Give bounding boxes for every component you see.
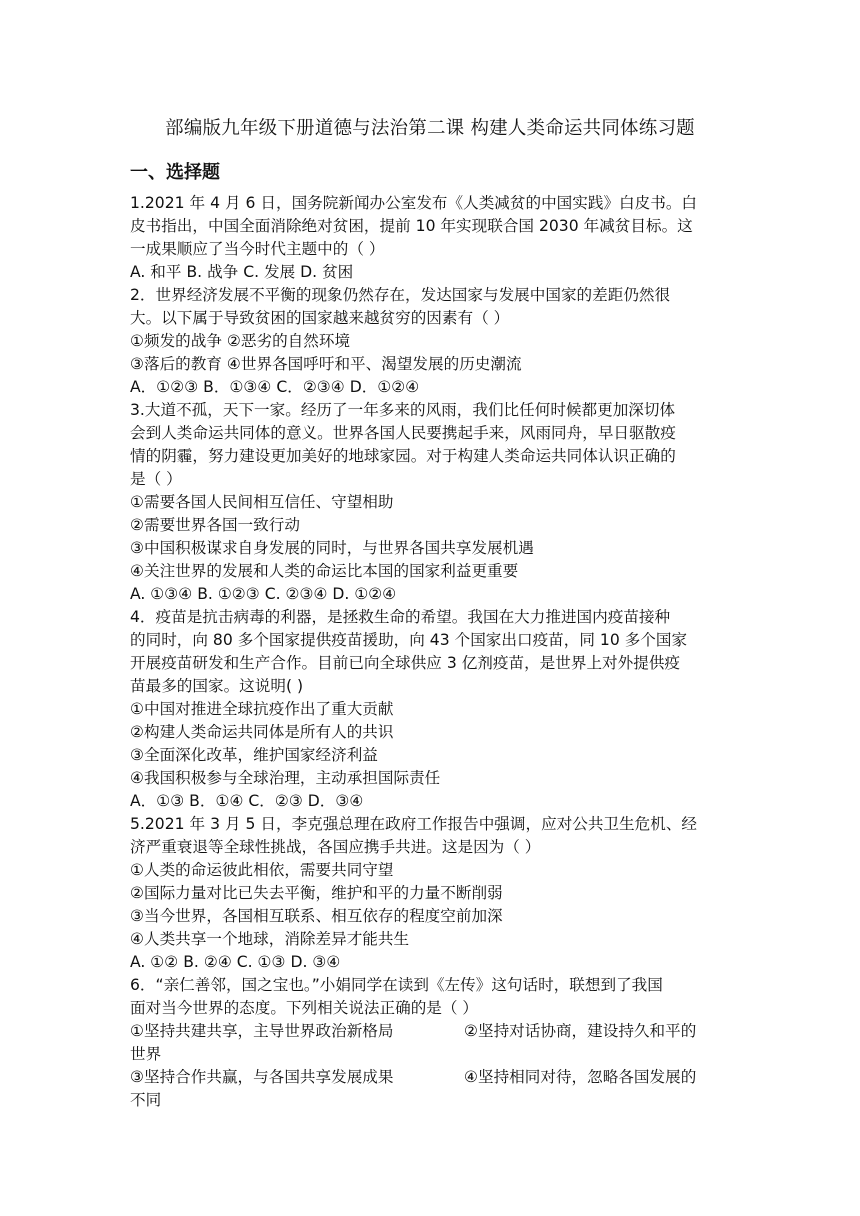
question-item: ④坚持相同对待，忽略各国发展的: [464, 1068, 697, 1086]
answer-options: A. ①② B. ②④ C. ①③ D. ③④: [130, 953, 341, 971]
question-stem-line: 开展疫苗研发和生产合作。目前已向全球供应 3 亿剂疫苗，是世界上对外提供疫: [130, 654, 681, 672]
question-stem-line: 的同时，向 80 多个国家提供疫苗援助，向 43 个国家出口疫苗，同 10 多个国家: [130, 631, 688, 649]
question-item: ②国际力量对比已失去平衡，维护和平的力量不断削弱: [130, 884, 503, 902]
question-3: [130, 399, 733, 606]
question-4: [130, 606, 733, 813]
question-6: [130, 974, 733, 1112]
answer-options: A．①③ B．①④ C．②③ D．③④: [130, 792, 364, 810]
question-item: ②坚持对话协商，建设持久和平的: [464, 1022, 697, 1040]
question-stem-line: 2．世界经济发展不平衡的现象仍然存在，发达国家与发展中国家的差距仍然很: [130, 286, 671, 304]
document-title: 部编版九年级下册道德与法治第二课 构建人类命运共同体练习题: [165, 118, 695, 139]
question-item-continuation: 不同: [130, 1091, 162, 1109]
question-stem-line: 会到人类命运共同体的意义。世界各国人民要携起手来，风雨同舟，早日驱散疫: [130, 424, 676, 442]
question-5: [130, 813, 733, 974]
question-item: ④人类共享一个地球，消除差异才能共生: [130, 930, 410, 948]
question-item: ①中国对推进全球抗疫作出了重大贡献: [130, 700, 394, 718]
question-stem-line: 济严重衰退等全球性挑战，各国应携手共进。这是因为（ ）: [130, 838, 541, 856]
question-item: ③当今世界，各国相互联系、相互依存的程度空前加深: [130, 907, 503, 925]
question-stem-line: 1.2021 年 4 月 6 日，国务院新闻办公室发布《人类减贫的中国实践》白皮书。白: [130, 194, 698, 212]
question-item: ④我国积极参与全球治理，主动承担国际责任: [130, 769, 441, 787]
question-item-continuation: 世界: [130, 1045, 162, 1063]
question-item: ③中国积极谋求自身发展的同时，与世界各国共享发展机遇: [130, 539, 534, 557]
question-2: [130, 284, 733, 399]
question-item: ①需要各国人民间相互信任、守望相助: [130, 493, 394, 511]
question-stem-line: 5.2021 年 3 月 5 日，李克强总理在政府工作报告中强调，应对公共卫生危机、经: [130, 815, 698, 833]
question-item-pair: [130, 1066, 733, 1089]
question-list: [130, 192, 733, 1112]
question-item-pair: [130, 1020, 733, 1043]
question-1: [130, 192, 733, 284]
question-item: ③全面深化改革，维护国家经济利益: [130, 746, 378, 764]
question-item: ②构建人类命运共同体是所有人的共识: [130, 723, 394, 741]
answer-options: A．①②③ B．①③④ C．②③④ D．①②④: [130, 378, 420, 396]
question-item: ②需要世界各国一致行动: [130, 516, 300, 534]
question-stem-line: 面对当今世界的态度。下列相关说法正确的是（ ）: [130, 999, 479, 1017]
question-stem-line: 大。以下属于导致贫困的国家越来越贫穷的因素有（ ）: [130, 309, 510, 327]
question-item: ④关注世界的发展和人类的命运比本国的国家利益更重要: [130, 562, 519, 580]
answer-options: A. ①③④ B. ①②③ C. ②③④ D. ①②④: [130, 585, 397, 603]
question-item: ③落后的教育 ④世界各国呼吁和平、渴望发展的历史潮流: [130, 355, 522, 373]
question-stem-line: 6．“亲仁善邻，国之宝也。”小娟同学在读到《左传》这句话时，联想到了我国: [130, 976, 663, 994]
answer-options: A. 和平 B. 战争 C. 发展 D. 贫困: [130, 263, 354, 281]
question-stem-line: 3.大道不孤，天下一家。经历了一年多来的风雨，我们比任何时候都更加深切体: [130, 401, 676, 419]
question-item: ①人类的命运彼此相依，需要共同守望: [130, 861, 394, 879]
question-item: ①坚持共建共享，主导世界政治新格局: [130, 1022, 394, 1040]
question-stem-line: 是（ ）: [130, 470, 182, 488]
question-stem-line: 情的阴霾，努力建设更加美好的地球家园。对于构建人类命运共同体认识正确的: [130, 447, 676, 465]
question-stem-line: 4．疫苗是抗击病毒的利器，是拯救生命的希望。我国在大力推进国内疫苗接种: [130, 608, 671, 626]
question-stem-line: 皮书指出，中国全面消除绝对贫困，提前 10 年实现联合国 2030 年减贫目标。这: [130, 217, 693, 235]
question-stem-line: 一成果顺应了当今时代主题中的（ ）: [130, 240, 385, 258]
question-item: ①频发的战争 ②恶劣的自然环境: [130, 332, 351, 350]
question-stem-line: 苗最多的国家。这说明( ): [130, 677, 304, 695]
question-item: ③坚持合作共赢，与各国共享发展成果: [130, 1068, 394, 1086]
section-heading: 一、选择题: [130, 162, 220, 183]
